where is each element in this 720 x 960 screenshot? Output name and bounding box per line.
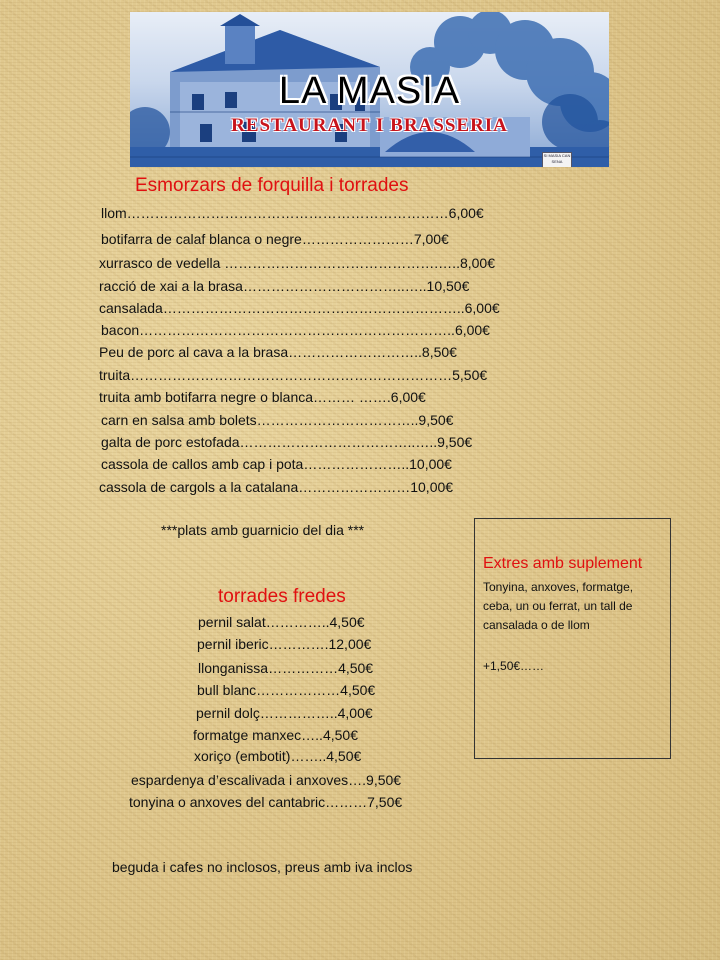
menu-item-price: 6,00€ — [448, 205, 484, 221]
restaurant-subtitle: RESTAURANT I BRASSERIA — [231, 115, 508, 136]
menu-item-name: carn en salsa amb bolets — [101, 412, 257, 428]
menu-item-price: 5,50€ — [452, 367, 488, 383]
menu-item-leader: …………………………….. — [256, 412, 419, 428]
restaurant-name: LA MASIA — [278, 70, 461, 112]
menu-item-leader: ………………………………..….. — [239, 434, 438, 450]
menu-item — [101, 411, 453, 429]
menu-item-leader: ………………….. — [303, 456, 410, 472]
extras-box — [474, 518, 671, 759]
menu-item-leader: ……… — [325, 794, 368, 810]
menu-item-price: 7,00€ — [413, 231, 449, 247]
menu-item-name: tonyina o anxoves del cantabric — [129, 794, 326, 810]
menu-item-price: 10,00€ — [410, 479, 454, 495]
menu-item-price: 10,00€ — [409, 456, 452, 472]
menu-item-price: 10,50€ — [426, 278, 470, 294]
menu-item — [198, 613, 365, 631]
menu-item-leader: …. — [348, 772, 367, 788]
menu-item-price: 7,50€ — [367, 794, 403, 810]
menu-item — [101, 230, 449, 248]
menu-item-name: xurrasco de vedella — [99, 255, 221, 271]
menu-item — [99, 299, 500, 317]
menu-item-name: Peu de porc al cava a la brasa — [99, 344, 289, 360]
menu-item-price: 4,50€ — [340, 682, 376, 698]
menu-item-name: espardenya d’escalivada i anxoves — [131, 772, 349, 788]
menu-item — [99, 366, 487, 384]
menu-item-name: pernil salat — [198, 614, 266, 630]
menu-item-leader: ……………… — [256, 682, 341, 698]
menu-item-leader: ……… ……. — [313, 389, 391, 405]
menu-item-price: 4,50€ — [329, 614, 365, 630]
menu-item-price: 6,00€ — [464, 300, 500, 316]
garnish-note: ***plats amb guarnicio del dia *** — [161, 522, 365, 538]
menu-item — [194, 747, 361, 765]
menu-item — [101, 455, 452, 473]
menu-item-leader: ……………………….. — [288, 344, 422, 360]
breakfast-heading: Esmorzars de forquilla i torrades — [135, 175, 409, 196]
menu-item-leader: …………. — [268, 636, 329, 652]
menu-item — [99, 478, 453, 496]
menu-item-price: 4,50€ — [338, 660, 374, 676]
menu-item-price: 4,50€ — [322, 727, 358, 743]
menu-item — [101, 433, 472, 451]
menu-item — [99, 277, 469, 295]
house-sign: SI MASIA CAN SENA — [542, 152, 572, 167]
menu-item-leader: ….. — [301, 727, 323, 743]
menu-item-name: botifarra de calaf blanca o negre — [101, 231, 302, 247]
menu-item-price: 9,50€ — [437, 434, 473, 450]
menu-item-price: 8,00€ — [459, 255, 496, 271]
menu-item-leader: …………………… — [301, 231, 414, 247]
menu-item-leader: …………………………………………………………… — [126, 205, 449, 221]
menu-item-price: 6,00€ — [454, 322, 490, 338]
menu-item-leader: ……………………………………….….. — [220, 255, 460, 271]
menu-item-leader: …….. — [290, 748, 327, 764]
menu-item — [198, 659, 373, 677]
menu-item — [131, 771, 401, 789]
menu-item — [101, 321, 490, 339]
menu-item-leader: ………………………………………………………….. — [139, 322, 455, 338]
menu-item-leader: ……………………………………………………….. — [162, 300, 465, 316]
menu-item-name: pernil dolç — [196, 705, 260, 721]
cold-toasts-heading: torrades fredes — [218, 586, 346, 607]
menu-item-leader: ………….. — [265, 614, 330, 630]
extras-title: Extres amb suplement — [483, 555, 643, 572]
menu-item-price: 4,50€ — [326, 748, 362, 764]
menu-item-name: llom — [101, 205, 127, 221]
menu-item-name: galta de porc estofada — [101, 434, 240, 450]
menu-item-name: cassola de callos amb cap i pota — [101, 456, 304, 472]
menu-item-name: formatge manxec — [193, 727, 302, 743]
menu-item-name: truita — [99, 367, 131, 383]
menu-item-leader: …………….. — [259, 705, 338, 721]
menu-item-name: racció de xai a la brasa — [99, 278, 243, 294]
menu-item-leader: …………… — [268, 660, 339, 676]
menu-item-price: 9,50€ — [418, 412, 454, 428]
menu-item-name: llonganissa — [198, 660, 269, 676]
menu-item-price: 9,50€ — [366, 772, 402, 788]
menu-item-price: 12,00€ — [328, 636, 372, 652]
menu-item — [99, 343, 457, 361]
footer-note: beguda i cafes no inclosos, preus amb iva inclos — [112, 859, 413, 875]
menu-item-price: 6,00€ — [390, 389, 426, 405]
menu-item — [197, 681, 375, 699]
menu-item-leader: …………………… — [298, 479, 411, 495]
menu-item — [99, 254, 495, 272]
menu-item-price: 8,50€ — [421, 344, 457, 360]
menu-item-name: cassola de cargols a la catalana — [99, 479, 299, 495]
menu-item-leader: ……………………………..….. — [242, 278, 427, 294]
extras-description: Tonyina, anxoves, formatge, ceba, un ou ferrat, un tall de cansalada o de llom — [483, 580, 634, 632]
menu-item — [101, 204, 484, 222]
restaurant-banner — [130, 12, 609, 167]
menu-item-name: xoriço (embotit) — [194, 748, 291, 764]
menu-item-leader: …………………………………………………………… — [130, 367, 453, 383]
extras-price: +1,50€…… — [483, 659, 545, 673]
menu-item — [196, 704, 373, 722]
menu-item-name: bacon — [101, 322, 140, 338]
menu-item — [129, 793, 402, 811]
menu-item-price: 4,00€ — [337, 705, 373, 721]
menu-item-name: pernil iberic — [197, 636, 269, 652]
menu-item — [197, 635, 371, 653]
menu-item-name: bull blanc — [197, 682, 257, 698]
menu-item — [193, 726, 358, 744]
menu-item — [99, 388, 426, 406]
menu-item-name: cansalada — [99, 300, 163, 316]
menu-item-name: truita amb botifarra negre o blanca — [99, 389, 314, 405]
